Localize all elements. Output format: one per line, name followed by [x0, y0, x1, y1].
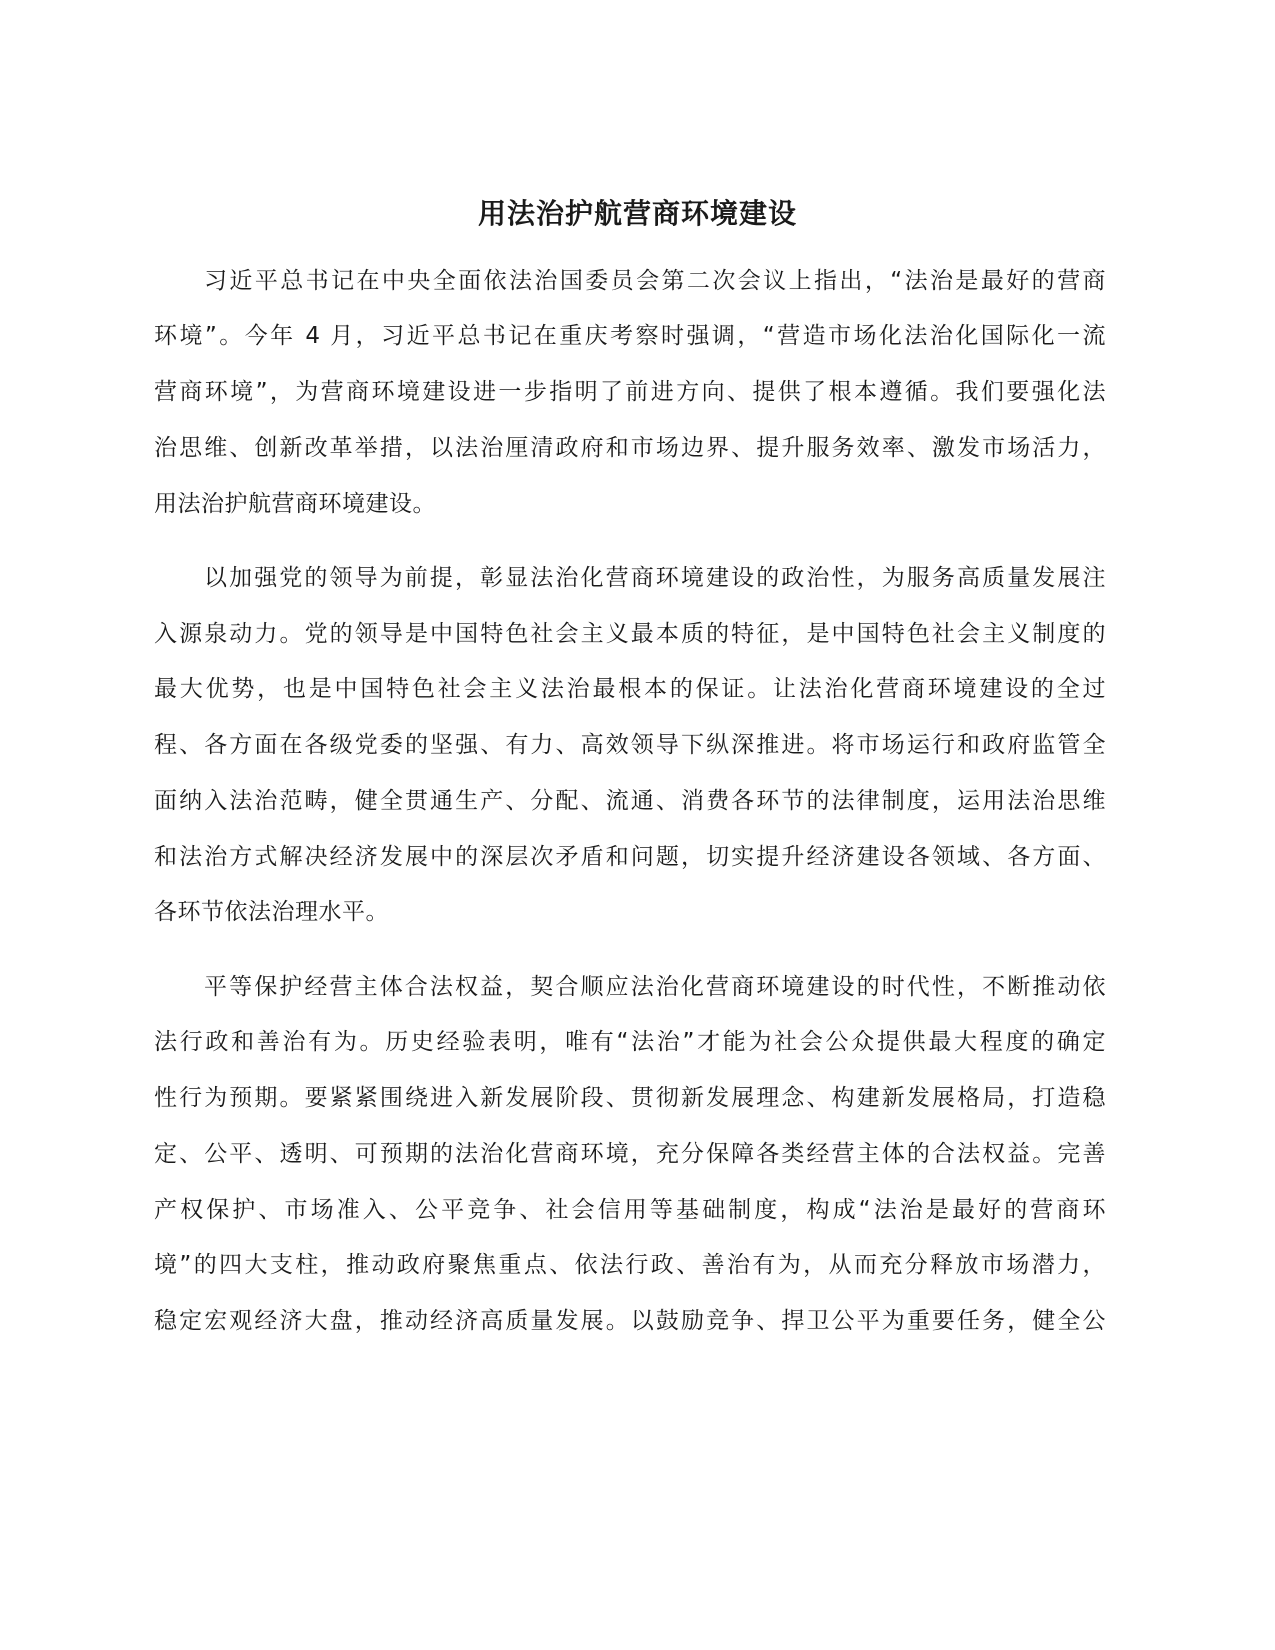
paragraph-2-line-6: 和法治方式解决经济发展中的深层次矛盾和问题，切实提升经济建设各领域、各方面、	[154, 844, 1106, 870]
paragraph-3-line-7: 稳定宏观经济大盘，推动经济高质量发展。以鼓励竞争、捍卫公平为重要任务，健全公	[154, 1308, 1106, 1334]
paragraph-1-line-4: 治思维、创新改革举措，以法治厘清政府和市场边界、提升服务效率、激发市场活力，	[154, 435, 1106, 461]
paragraph-3-line-4: 定、公平、透明、可预期的法治化营商环境，充分保障各类经营主体的合法权益。完善	[154, 1141, 1106, 1167]
paragraph-3-line-2: 法行政和善治有为。历史经验表明，唯有“法治”才能为社会公众提供最大程度的确定	[154, 1029, 1106, 1055]
paragraph-1-line-1: 习近平总书记在中央全面依法治国委员会第二次会议上指出，“法治是最好的营商	[204, 268, 1106, 294]
document-title: 用法治护航营商环境建设	[477, 197, 797, 230]
paragraph-1-line-5: 用法治护航营商环境建设。	[154, 491, 436, 517]
paragraph-1-line-2: 环境”。今年 4 月，习近平总书记在重庆考察时强调，“营造市场化法治化国际化一流	[154, 323, 1106, 349]
paragraph-2-line-2: 入源泉动力。党的领导是中国特色社会主义最本质的特征，是中国特色社会主义制度的	[154, 621, 1106, 647]
paragraph-3-line-3: 性行为预期。要紧紧围绕进入新发展阶段、贯彻新发展理念、构建新发展格局，打造稳	[154, 1085, 1106, 1111]
paragraph-1-line-3: 营商环境”，为营商环境建设进一步指明了前进方向、提供了根本遵循。我们要强化法	[154, 379, 1106, 405]
paragraph-3-line-1: 平等保护经营主体合法权益，契合顺应法治化营商环境建设的时代性，不断推动依	[204, 974, 1106, 1000]
paragraph-2-line-7: 各环节依法治理水平。	[154, 899, 389, 925]
paragraph-3-line-6: 境”的四大支柱，推动政府聚焦重点、依法行政、善治有为，从而充分释放市场潜力，	[154, 1252, 1106, 1278]
paragraph-2-line-4: 程、各方面在各级党委的坚强、有力、高效领导下纵深推进。将市场运行和政府监管全	[154, 732, 1106, 758]
paragraph-2-line-1: 以加强党的领导为前提，彰显法治化营商环境建设的政治性，为服务高质量发展注	[204, 565, 1106, 591]
paragraph-3-line-5: 产权保护、市场准入、公平竞争、社会信用等基础制度，构成“法治是最好的营商环	[154, 1197, 1106, 1223]
paragraph-2-line-3: 最大优势，也是中国特色社会主义法治最根本的保证。让法治化营商环境建设的全过	[154, 676, 1106, 702]
paragraph-2-line-5: 面纳入法治范畴，健全贯通生产、分配、流通、消费各环节的法律制度，运用法治思维	[154, 788, 1106, 814]
